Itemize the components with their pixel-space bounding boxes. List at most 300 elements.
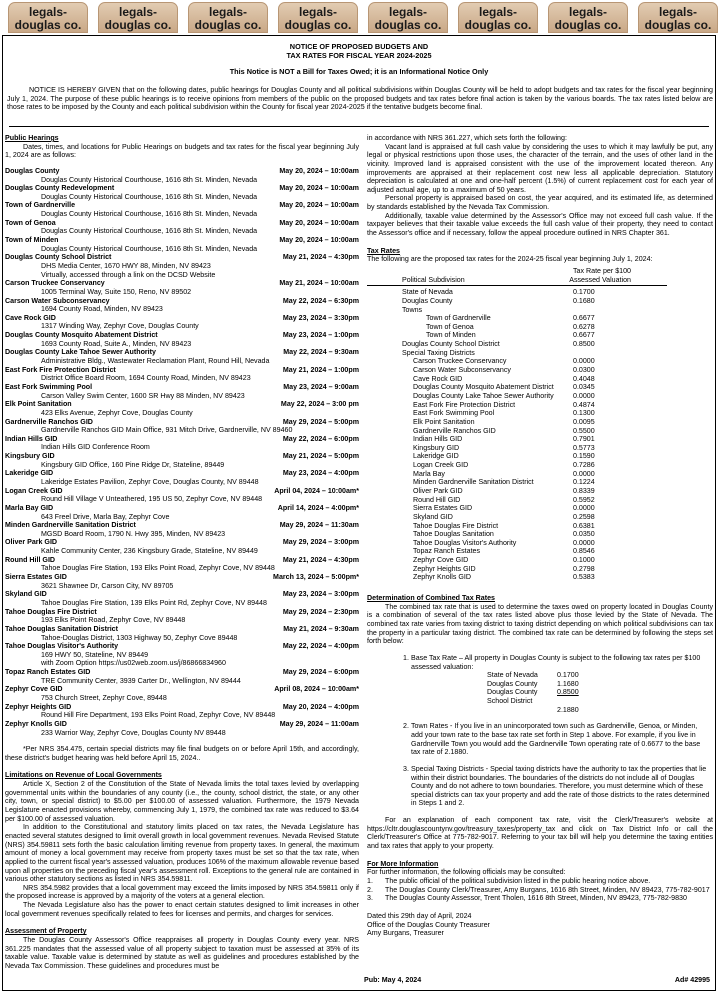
tax-rate-row bbox=[367, 513, 713, 522]
hearing-date: May 20, 2024 – 4:00pm bbox=[282, 702, 359, 711]
tax-rate-value: 0.1700 bbox=[573, 288, 595, 297]
paragraph: NRS 354.5982 provides that a local government may exceed the limits imposed by NRS 354.59811 only if the proposed increase is approved by a majority of the voters at a general election. bbox=[5, 883, 359, 901]
hearing-location: DHS Media Center, 1670 HWY 88, Minden, NV 89423 bbox=[41, 261, 211, 270]
hearing-item bbox=[5, 184, 359, 201]
tax-rate-value bbox=[573, 349, 633, 358]
hearing-entity: Carson Water Subconservancy bbox=[5, 296, 110, 305]
hearings-list bbox=[5, 167, 359, 737]
tax-rates-header bbox=[367, 267, 713, 276]
hearing-location: 233 Warrior Way, Zephyr Cove, Douglas County NV 89448 bbox=[41, 728, 226, 737]
hearing-item bbox=[5, 348, 359, 365]
hearing-row bbox=[5, 685, 359, 694]
hearing-entity: Oliver Park GID bbox=[5, 538, 58, 547]
hearing-location: Kahle Community Center, 236 Kingsbury Grade, Stateline, NV 89449 bbox=[41, 547, 258, 556]
hearing-location: with Zoom Option https://us02web.zoom.us/j/86866834960 bbox=[41, 659, 226, 668]
subdivision-name: Tahoe Douglas Visitor's Authority bbox=[413, 538, 517, 547]
hearing-date: May 21, 2024 – 4:30pm bbox=[282, 253, 359, 262]
subdivision-name: Lakeridge GID bbox=[413, 452, 459, 461]
hearing-item bbox=[5, 538, 359, 555]
tab-label-line2: douglas co. bbox=[104, 18, 172, 32]
subdivision-name: Minden Gardnerville Sanitation District bbox=[413, 478, 534, 487]
hearing-location: MGSD Board Room, 1790 N. Hwy 395, Minden, NV 89423 bbox=[41, 529, 226, 538]
hearing-row bbox=[5, 469, 359, 478]
tax-rate-value: 0.1000 bbox=[573, 556, 595, 565]
subdivision-name: Marla Bay bbox=[413, 469, 445, 478]
subdivision-name: East Fork Swimming Pool bbox=[413, 409, 495, 418]
tax-rates-table bbox=[367, 267, 713, 582]
col-rate-label1: Tax Rate per $100 bbox=[573, 266, 631, 275]
hearing-entity: Cave Rock GID bbox=[5, 313, 56, 322]
base-rate-value: 1.1680 bbox=[557, 679, 579, 688]
combined-intro: The combined tax rate that is used to determine the taxes owed on property located in Douglas County is a combination of several of the tax rates listed above plus those levied by the State of Nevada. The combined tax rate varies from taxing district to taxing district depending on which political subdivisions can tax the property in a particular taxing district. The combined tax rate can be determined by following the steps set forth below: bbox=[367, 602, 713, 646]
step-1-text: Base Tax Rate – All property in Douglas County is subject to the following tax rates per $100 assessed valuation: bbox=[411, 653, 701, 671]
tax-rate-value: 0.0345 bbox=[573, 383, 595, 392]
hearing-item bbox=[5, 642, 359, 668]
section-tab[interactable] bbox=[638, 2, 718, 33]
tab-label-line1: legals- bbox=[28, 5, 67, 19]
notice-title-line1: NOTICE OF PROPOSED BUDGETS AND bbox=[289, 42, 429, 51]
tax-rate-value: 0.8546 bbox=[573, 547, 595, 556]
subdivision-name: Douglas County bbox=[402, 296, 453, 305]
tax-rate-value: 0.0000 bbox=[573, 504, 595, 513]
treasurer-name: Amy Burgans, Treasurer bbox=[367, 929, 444, 938]
hearing-entity: Logan Creek GID bbox=[5, 486, 63, 495]
hearing-location: 3621 Shawnee Dr, Carson City, NV 89705 bbox=[41, 581, 174, 590]
hearing-date: May 23, 2024 – 9:00am bbox=[283, 382, 359, 391]
hearing-item bbox=[5, 279, 359, 296]
hearing-row bbox=[5, 383, 359, 392]
hearing-location: Carson Valley Swim Center, 1600 SR Hwy 88 Minden, NV 89423 bbox=[41, 391, 245, 400]
subdivision-name: Carson Truckee Conservancy bbox=[413, 357, 507, 366]
info-item bbox=[367, 894, 713, 903]
subdivision-name: Elk Point Sanitation bbox=[413, 417, 475, 426]
tax-rate-value: 0.5773 bbox=[573, 443, 595, 452]
tab-label-line1: legals- bbox=[388, 5, 427, 19]
limitations-body bbox=[5, 780, 359, 918]
notice-subtitle: This Notice is NOT a Bill for Taxes Owed; it is an Informational Notice Only bbox=[229, 66, 489, 76]
section-tab-bar bbox=[0, 0, 718, 34]
tax-rate-row bbox=[367, 530, 713, 539]
subdivision-name: Town of Minden bbox=[426, 331, 476, 340]
subdivision-name: State of Nevada bbox=[402, 288, 453, 297]
hearing-location: Douglas County Historical Courthouse, 1616 8th St. Minden, Nevada bbox=[41, 244, 258, 253]
hearing-item bbox=[5, 608, 359, 625]
hearing-entity: Tahoe Douglas Fire District bbox=[5, 607, 97, 616]
section-tab[interactable] bbox=[188, 2, 268, 33]
hearing-date: May 22, 2024 – 6:30pm bbox=[282, 296, 359, 305]
tax-rate-value: 0.0095 bbox=[573, 417, 595, 426]
tax-rate-row bbox=[367, 478, 713, 487]
tax-rate-value: 0.6278 bbox=[573, 322, 595, 331]
limitations-heading: Limitations on Revenue of Local Governments bbox=[5, 771, 162, 780]
hearing-location: 1694 County Road, Minden, NV 89423 bbox=[41, 305, 163, 314]
subdivision-name: Cave Rock GID bbox=[413, 374, 463, 383]
hearing-entity: Marla Bay GID bbox=[5, 503, 54, 512]
hearing-row bbox=[5, 435, 359, 444]
tax-rate-value: 0.0350 bbox=[573, 530, 595, 539]
hearing-date: May 20, 2024 – 10:00am bbox=[279, 218, 359, 227]
hearing-location: 1005 Terminal Way, Suite 150, Reno, NV 89502 bbox=[41, 287, 192, 296]
tax-rate-row bbox=[367, 288, 713, 297]
tax-rate-value: 0.0000 bbox=[573, 391, 595, 400]
paragraph: Vacant land is appraised at full cash value by considering the uses to which it may lawfully be put, any legal or physical restrictions upon those uses, the character of the terrain, and the uses of other land in the vicinity. Improved land is appraised consistent with the use of the improvement located thereon. Any improvements are appraised at their replacement cost new less all applicable depreciation. Statutory depreciation is calculated at one and one-half percent (1.5%) of current replacement cost for each year of adjusted actual age, up to a maximum of 50 years. bbox=[367, 142, 713, 194]
hearing-row bbox=[5, 521, 359, 530]
hearing-location: 169 HWY 50, Stateline, NV 89449 bbox=[41, 650, 149, 659]
hearing-row bbox=[5, 219, 359, 228]
hearing-location: 1317 Winding Way, Zephyr Cove, Douglas County bbox=[41, 322, 199, 331]
info-text: The Douglas County Clerk/Treasurer, Amy Burgans, 1616 8th Street, Minden, NV 89423, 775-782-9017 bbox=[385, 885, 710, 894]
subdivision-name: East Fork Fire Protection District bbox=[413, 400, 516, 409]
tab-label-line2: douglas co. bbox=[374, 18, 442, 32]
hearing-date: May 21, 2024 – 5:00pm bbox=[282, 452, 359, 461]
tax-rate-value bbox=[573, 306, 633, 315]
hearing-row bbox=[5, 279, 359, 288]
tax-rate-row bbox=[367, 573, 713, 582]
hearing-item bbox=[5, 236, 359, 253]
section-tab[interactable] bbox=[368, 2, 448, 33]
section-tab[interactable] bbox=[8, 2, 88, 33]
tax-rate-value: 0.0000 bbox=[573, 357, 595, 366]
tax-rate-value: 0.2598 bbox=[573, 512, 595, 521]
hearing-row bbox=[5, 297, 359, 306]
hearing-entity: Town of Gardnerville bbox=[5, 201, 76, 210]
tax-rate-row bbox=[367, 392, 713, 401]
hearing-row bbox=[5, 625, 359, 634]
tax-rate-row bbox=[367, 435, 713, 444]
tax-rate-row bbox=[367, 565, 713, 574]
subdivision-name: Sierra Estates GID bbox=[413, 504, 473, 513]
subdivision-name: Douglas County Lake Tahoe Sewer Authority bbox=[413, 391, 554, 400]
subdivision-name: Tahoe Douglas Fire District bbox=[413, 521, 499, 530]
hearing-row bbox=[5, 538, 359, 547]
step-2: 2. Town Rates - If you live in an unincorporated town such as Gardnerville, Genoa, or Minden, add your town rate to the base tax rate set forth in Step 1 above. For example, if you live in Gardnerville Town you would add the Gardnerville Town operating rate of 0.6677 to the base tax rate of 2.1880. bbox=[403, 722, 701, 757]
tax-rate-value: 0.1300 bbox=[573, 409, 595, 418]
base-rate-name: State of Nevada bbox=[487, 671, 538, 680]
hearings-footnote: *Per NRS 354.475, certain special districts may file final budgets on or before April 15th, and accordingly, these district's budget hearing was held before April 15, 2024.. bbox=[5, 745, 359, 762]
subdivision-name: Zephyr Knolls GID bbox=[413, 573, 471, 582]
hearing-entity: Zephyr Knolls GID bbox=[5, 719, 67, 728]
hearing-date: April 14, 2024 – 4:00pm* bbox=[277, 503, 359, 512]
tax-rate-value: 0.1224 bbox=[573, 478, 595, 487]
tax-rate-value: 0.0000 bbox=[573, 469, 595, 478]
tax-rate-row bbox=[367, 496, 713, 505]
right-column bbox=[367, 134, 713, 938]
paragraph: The Nevada Legislature also has the power to enact certain statutes designed to limit increases in other local government revenues specifically related to fees for licenses and permits, and charges for services. bbox=[5, 901, 359, 918]
hearing-row bbox=[5, 487, 359, 496]
tax-rate-value: 0.1680 bbox=[573, 296, 595, 305]
tax-rate-row bbox=[367, 487, 713, 496]
tax-rate-row bbox=[367, 409, 713, 418]
tax-rate-value: 0.6677 bbox=[573, 314, 595, 323]
tax-rate-row bbox=[367, 340, 713, 349]
publication-footer bbox=[364, 976, 710, 985]
hearing-date: May 29, 2024 – 2:30pm bbox=[282, 607, 359, 616]
hearing-row bbox=[5, 452, 359, 461]
hearing-item bbox=[5, 167, 359, 184]
section-tab[interactable] bbox=[458, 2, 538, 33]
subdivision-name: Indian Hills GID bbox=[413, 435, 463, 444]
hearing-row bbox=[5, 331, 359, 340]
hearing-entity: Carson Truckee Conservancy bbox=[5, 279, 105, 288]
tab-label-line1: legals- bbox=[658, 5, 697, 19]
base-rate-name: Douglas County bbox=[487, 679, 538, 688]
hearing-location: Douglas County Historical Courthouse, 1616 8th St. Minden, Nevada bbox=[41, 175, 258, 184]
hearing-item bbox=[5, 521, 359, 538]
assessment-continued: in accordance with NRS 361.227, which sets forth the following: bbox=[367, 134, 567, 142]
pub-date: Pub: May 4, 2024 bbox=[364, 976, 422, 984]
hearing-entity: Town of Genoa bbox=[5, 218, 56, 227]
hearing-location: Tahoe-Douglas District, 1303 Highway 50, Zephyr Cove 89448 bbox=[41, 633, 238, 642]
more-info-list bbox=[367, 877, 713, 903]
hearing-entity: Skyland GID bbox=[5, 590, 47, 599]
hearing-item bbox=[5, 383, 359, 400]
tax-rate-value: 0.4874 bbox=[573, 400, 595, 409]
hearing-date: May 21, 2024 – 1:00pm bbox=[282, 365, 359, 374]
info-num: 1. bbox=[367, 876, 373, 885]
divider bbox=[9, 126, 709, 127]
hearing-date: May 20, 2024 – 10:00am bbox=[279, 201, 359, 210]
notice-intro: NOTICE IS HEREBY GIVEN that on the following dates, public hearings for Douglas County and all political subdivisions within Douglas County will be held to adopt budgets and tax rates for the fiscal year beginning July 1, 2024. The purpose of these public hearings is to receive opinions from members of the public on the proposed budgets and tax rates before final action is taken by the various boards. The tax rates listed below are those rates to be imposed by the County and each political subdivision within the County for fiscal year 2024-2025 if the tentative budgets become final. bbox=[7, 86, 713, 112]
subdivision-name: Round Hill GID bbox=[413, 495, 461, 504]
hearing-entity: Douglas County School District bbox=[5, 253, 112, 262]
tax-rate-value: 0.7901 bbox=[573, 435, 595, 444]
hearing-row bbox=[5, 668, 359, 677]
left-column bbox=[5, 134, 359, 971]
hearing-location: Lakeridge Estates Pavilion, Zephyr Cove, Douglas County, NV 89448 bbox=[41, 477, 259, 486]
tax-rate-row bbox=[367, 539, 713, 548]
tax-rate-row bbox=[367, 504, 713, 513]
hearing-date: May 21, 2024 – 4:30pm bbox=[282, 555, 359, 564]
hearings-intro: Dates, times, and locations for Public Hearings on budgets and tax rates for the fiscal year beginning July 1, 2024 are as follows: bbox=[5, 142, 359, 160]
hearing-entity: Zephyr Heights GID bbox=[5, 702, 72, 711]
hearing-location: Douglas County Historical Courthouse, 1616 8th St. Minden, Nevada bbox=[41, 210, 258, 219]
hearing-item bbox=[5, 253, 359, 279]
hearing-entity: Gardnerville Ranchos GID bbox=[5, 417, 93, 426]
hearing-item bbox=[5, 573, 359, 590]
subdivision-name: Logan Creek GID bbox=[413, 461, 469, 470]
hearing-location: Indian Hills GID Conference Room bbox=[41, 443, 150, 452]
hearing-entity: Tahoe Douglas Visitor's Authority bbox=[5, 642, 119, 651]
tax-rate-row bbox=[367, 556, 713, 565]
hearing-location: Tahoe Douglas Fire Station, 193 Elks Point Road, Zephyr Cove, NV 89448 bbox=[41, 564, 275, 573]
hearing-entity: Douglas County Mosquito Abatement District bbox=[5, 331, 158, 340]
base-rate-row bbox=[411, 688, 711, 705]
subdivision-name: Douglas County School District bbox=[402, 340, 500, 349]
subdivision-name: Town of Genoa bbox=[426, 322, 474, 331]
hearing-item bbox=[5, 201, 359, 218]
col-rate-label2: Assessed Valuation bbox=[569, 275, 631, 284]
hearing-item bbox=[5, 487, 359, 504]
hearing-entity: Topaz Ranch Estates GID bbox=[5, 668, 91, 677]
hearing-row bbox=[5, 504, 359, 513]
hearing-entity: Round Hill GID bbox=[5, 555, 56, 564]
paragraph: Personal property is appraised based on cost, the year acquired, and its estimated life, as determined by standards established by the Nevada Tax Commission. bbox=[367, 194, 713, 212]
paragraph: The Douglas County Assessor's Office reappraises all property in Douglas County every year. NRS 361.225 mandates that the assessed value of all property subject to taxation must be assessed at 35% of its taxable value. Taxable value is determined by statute as well as guidelines and procedures established by the Nevada Tax Commission. These guidelines and procedures must be bbox=[5, 936, 359, 970]
assessment-body bbox=[5, 936, 359, 971]
tax-rate-row bbox=[367, 314, 713, 323]
tax-rate-row bbox=[367, 306, 713, 315]
tax-rate-row bbox=[367, 522, 713, 531]
tax-rate-row bbox=[367, 383, 713, 392]
hearing-date: May 22, 2024 – 4:00pm bbox=[282, 642, 359, 651]
hearing-date: May 23, 2024 – 4:00pm bbox=[282, 469, 359, 478]
hearing-item bbox=[5, 469, 359, 486]
hearing-row bbox=[5, 184, 359, 193]
hearing-row bbox=[5, 236, 359, 245]
office-line: Office of the Douglas County Treasurer bbox=[367, 920, 490, 929]
base-rate-value: 0.8500 bbox=[557, 688, 579, 697]
tax-rate-value: 0.7286 bbox=[573, 461, 595, 470]
hearing-entity: Minden Gardnerville Sanitation District bbox=[5, 521, 136, 530]
legal-notice bbox=[2, 35, 716, 991]
hearing-date: May 29, 2024 – 11:00am bbox=[279, 719, 359, 728]
hearing-location: Douglas County Historical Courthouse, 1616 8th St. Minden, Nevada bbox=[41, 192, 258, 201]
subdivision-name: Kingsbury GID bbox=[413, 443, 460, 452]
hearing-date: April 04, 2024 – 10:00am* bbox=[274, 486, 359, 495]
subdivision-name: Tahoe Douglas Sanitation bbox=[413, 530, 494, 539]
hearing-row bbox=[5, 348, 359, 357]
tab-label-line1: legals- bbox=[208, 5, 247, 19]
hearing-date: May 23, 2024 – 3:00pm bbox=[282, 590, 359, 599]
hearing-location: Gardnerville Ranchos GID Main Office, 931 Mitch Drive, Gardnerville, NV 89460 bbox=[41, 426, 293, 435]
tax-rate-row bbox=[367, 357, 713, 366]
paragraph: In addition to the Constitutional and statutory limits placed on tax rates, the Nevada Legislature has enacted several statutes designed to limit overall growth in local government revenues. Nevada Revised Statute (NRS) 354.59811 sets forth the basic calculation limiting revenue from property taxes. In general, the maximum amount of money a local government may receive from property taxes must be set so that the tax rate, when applied to the current fiscal year's assessed valuation, produces 106% of the maximum allowable revenue based upon all properties on the preceding fiscal year's assessment roll. Exceptions to the general rule are contained in various other statutory sections as listed in NRS 354.59811. bbox=[5, 823, 359, 884]
hearing-row bbox=[5, 366, 359, 375]
hearing-row bbox=[5, 720, 359, 729]
tax-rate-row bbox=[367, 297, 713, 306]
tab-label-line2: douglas co. bbox=[284, 18, 352, 32]
base-rate-name: Douglas County School District bbox=[487, 688, 538, 706]
hearing-date: May 20, 2024 – 10:00am bbox=[279, 236, 359, 245]
tax-rate-row bbox=[367, 349, 713, 358]
base-rate-value: 0.1700 bbox=[557, 671, 579, 680]
tax-rate-row bbox=[367, 331, 713, 340]
tax-rate-value: 0.6381 bbox=[573, 521, 595, 530]
hearing-row bbox=[5, 167, 359, 176]
more-info-intro: For further information, the following officials may be consulted: bbox=[367, 868, 566, 877]
subdivision-name: Carson Water Subconservancy bbox=[413, 366, 511, 375]
hearing-item bbox=[5, 685, 359, 702]
subdivision-name: Topaz Ranch Estates bbox=[413, 547, 481, 556]
hearing-row bbox=[5, 573, 359, 582]
hearing-entity: Tahoe Douglas Sanitation District bbox=[5, 624, 118, 633]
hearing-item bbox=[5, 590, 359, 607]
tax-rate-row bbox=[367, 444, 713, 453]
tax-rate-value: 0.8500 bbox=[573, 340, 595, 349]
tax-rate-row bbox=[367, 427, 713, 436]
subdivision-name: Oliver Park GID bbox=[413, 486, 463, 495]
section-tab[interactable] bbox=[278, 2, 358, 33]
hearing-item bbox=[5, 720, 359, 737]
tab-label-line1: legals- bbox=[478, 5, 517, 19]
tax-rate-value: 0.5952 bbox=[573, 495, 595, 504]
tab-label-line2: douglas co. bbox=[464, 18, 532, 32]
paragraph: Additionally, taxable value determined by the Assessor's Office may not exceed full cash value. If the taxpayer believes that their taxable value exceeds the full cash value of their property, they need to contact the Assessor's office and if necessary, follow the appeal procedure outlined in NRS Chapter 361. bbox=[367, 211, 713, 238]
dated-line: Dated this 29th day of April, 2024 bbox=[367, 911, 472, 920]
hearing-date: May 20, 2024 – 10:00am bbox=[279, 166, 359, 175]
more-info-heading: For More Information bbox=[367, 859, 439, 868]
tab-label-line2: douglas co. bbox=[554, 18, 622, 32]
hearing-location: Virtually, accessed through a link on the DCSD Website bbox=[41, 270, 216, 279]
hearing-item bbox=[5, 435, 359, 452]
hearing-date: May 21, 2024 – 10:00am bbox=[279, 279, 359, 288]
hearing-location: District Office Board Room, 1694 County Road, Minden, NV 89423 bbox=[41, 374, 251, 383]
tax-rate-value: 0.5500 bbox=[573, 426, 595, 435]
tax-rate-value: 0.2798 bbox=[573, 564, 595, 573]
hearing-location: 643 Freel Drive, Marla Bay, Zephyr Cove bbox=[41, 512, 170, 521]
hearing-entity: Douglas County Redevelopment bbox=[5, 184, 115, 193]
step-3: 3. Special Taxing Districts - Special taxing districts have the authority to tax the properties that lie within their district boundaries. The boundaries of the districts do not include all of Douglas County and do not adhere to town boundaries. Therefore, you must determine which of these special districts can tax your property and add the rate of those districts to the rates determined in Steps 1 and 2. bbox=[403, 764, 710, 808]
info-num: 3. bbox=[367, 894, 373, 903]
subdivision-name: Towns bbox=[402, 305, 423, 314]
hearing-entity: Kingsbury GID bbox=[5, 452, 55, 461]
hearing-row bbox=[5, 201, 359, 210]
hearing-date: May 29, 2024 – 3:00pm bbox=[282, 538, 359, 547]
hearing-entity: Sierra Estates GID bbox=[5, 573, 67, 582]
hearing-entity: Lakeridge GID bbox=[5, 469, 54, 478]
tab-label-line2: douglas co. bbox=[644, 18, 712, 32]
hearing-location: Kingsbury GID Office, 160 Pine Ridge Dr, Stateline, 89449 bbox=[41, 460, 225, 469]
hearing-item bbox=[5, 504, 359, 521]
base-total: 2.1880 bbox=[557, 705, 579, 714]
hearing-location: 1693 County Road, Suite A., Minden, NV 89423 bbox=[41, 339, 192, 348]
notice-title-line2: TAX RATES FOR FISCAL YEAR 2024-2025 bbox=[286, 50, 432, 60]
hearing-date: May 23, 2024 – 1:00pm bbox=[282, 331, 359, 340]
hearing-date: May 29, 2024 – 11:30am bbox=[279, 521, 359, 530]
tax-rate-row bbox=[367, 470, 713, 479]
hearing-row bbox=[5, 703, 359, 712]
subdivision-name: Douglas County Mosquito Abatement District bbox=[413, 383, 554, 392]
tab-label-line2: douglas co. bbox=[194, 18, 262, 32]
tax-rate-value: 0.0000 bbox=[573, 538, 595, 547]
tax-rate-value: 0.5383 bbox=[573, 573, 595, 582]
hearings-heading: Public Hearings bbox=[5, 134, 59, 142]
hearing-date: May 29, 2024 – 5:00pm bbox=[282, 417, 359, 426]
hearing-entity: Zephyr Cove GID bbox=[5, 685, 63, 694]
tab-label-line2: douglas co. bbox=[14, 18, 82, 32]
assessment-heading: Assessment of Property bbox=[5, 927, 87, 936]
info-text: The Douglas County Assessor, Trent Tholen, 1616 8th Street, Minden, NV 89423, 775-782-9830 bbox=[385, 894, 687, 903]
hearing-date: May 22, 2024 – 9:30am bbox=[283, 348, 359, 357]
step-1: 1. Base Tax Rate – All property in Douglas County is subject to the following tax rates per $100 assessed valuation: State of Nevada 0.1700 Douglas County 1.1680 Douglas County School District 0.8500 2.1880 bbox=[367, 654, 713, 714]
tax-rates-heading: Tax Rates bbox=[367, 246, 400, 255]
tab-label-line1: legals- bbox=[298, 5, 337, 19]
section-tab[interactable] bbox=[98, 2, 178, 33]
tax-rate-value: 0.6677 bbox=[573, 331, 595, 340]
hearing-location: Douglas County Historical Courthouse, 1616 8th St. Minden, Nevada bbox=[41, 227, 258, 236]
base-rate-row bbox=[411, 671, 711, 680]
hearing-date: May 22, 2024 – 6:00pm bbox=[282, 434, 359, 443]
hearing-item bbox=[5, 297, 359, 314]
hearing-location: TRE Community Center, 3939 Carter Dr., Wellington, NV 89444 bbox=[41, 676, 241, 685]
signature-block bbox=[367, 912, 713, 938]
hearing-location: Tahoe Douglas Fire Station, 139 Elks Point Rd, Zephyr Cove, NV 89448 bbox=[41, 598, 267, 607]
hearing-location: Administrative Bldg., Wastewater Reclamation Plant, Round Hill, Nevada bbox=[41, 357, 270, 366]
hearing-location: 423 Elks Avenue, Zephyr Cove, Douglas County bbox=[41, 408, 193, 417]
hearing-item bbox=[5, 625, 359, 642]
section-tab[interactable] bbox=[548, 2, 628, 33]
subdivision-name: Special Taxing Districts bbox=[402, 348, 475, 357]
col-subdivision-label: Political Subdivision bbox=[402, 275, 465, 284]
hearing-location: Round Hill Village V Unteathered, 195 US 50, Zephyr Cove, NV 89448 bbox=[41, 495, 263, 504]
info-num: 2. bbox=[367, 885, 373, 894]
info-item bbox=[367, 886, 713, 895]
hearing-row bbox=[5, 253, 359, 262]
combined-heading: Determination of Combined Tax Rates bbox=[367, 594, 495, 603]
tax-rate-row bbox=[367, 452, 713, 461]
hearing-entity: Elk Point Sanitation bbox=[5, 400, 72, 409]
tax-rate-row bbox=[367, 375, 713, 384]
